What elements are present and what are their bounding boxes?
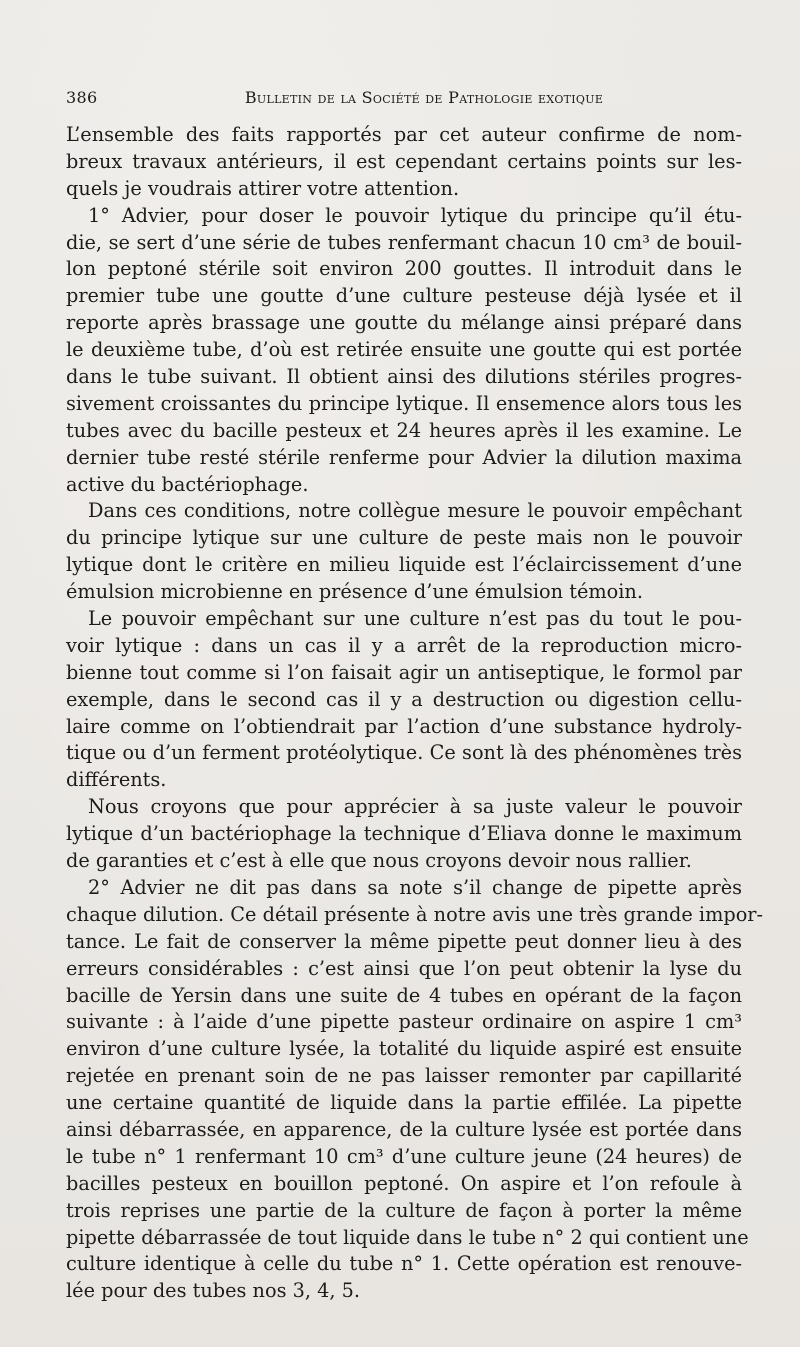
text-line: breux travaux antérieurs, il est cependant certains points sur les- — [66, 149, 742, 173]
text-line: culture identique à celle du tube n° 1. Cette opération est renouve- — [66, 1252, 742, 1276]
article-body — [66, 122, 764, 1305]
text-line: Le pouvoir empêchant sur une culture n’est pas du tout le pou- — [88, 607, 742, 631]
text-line: dernier tube resté stérile renferme pour Advier la dilution maxima — [66, 445, 742, 469]
text-line: le tube n° 1 renfermant 10 cm³ d’une culture jeune (24 heures) de — [66, 1144, 742, 1168]
text-line: tance. Le fait de conserver la même pipette peut donner lieu à des — [66, 929, 742, 953]
text-line: sivement croissantes du principe lytique. Il ensemence alors tous les — [66, 391, 742, 415]
text-line: de garanties et c’est à elle que nous croyons devoir nous rallier. — [66, 849, 692, 873]
text-line: chaque dilution. Ce détail présente à notre avis une très grande impor- — [66, 902, 764, 926]
text-line: Dans ces conditions, notre collègue mesure le pouvoir empêchant — [88, 499, 742, 523]
text-line: émulsion microbienne en présence d’une émulsion témoin. — [66, 580, 643, 604]
text-line: suivante : à l’aide d’une pipette pasteur ordinaire on aspire 1 cm³ — [66, 1010, 742, 1034]
text-line: lytique d’un bactériophage la technique d’Eliava donne le maximum — [66, 822, 742, 846]
text-line: dans le tube suivant. Il obtient ainsi des dilutions stériles progres- — [66, 365, 742, 389]
text-line: rejetée en prenant soin de ne pas laisser remonter par capillarité — [66, 1064, 742, 1088]
text-line: le deuxième tube, d’où est retirée ensuite une goutte qui est portée — [66, 338, 742, 362]
text-line: bacilles pesteux en bouillon peptoné. On aspire et l’on refoule à — [66, 1171, 742, 1195]
text-line: bacille de Yersin dans une suite de 4 tubes en opérant de la façon — [66, 983, 742, 1007]
text-line: L’ensemble des faits rapportés par cet auteur confirme de nom- — [66, 123, 742, 146]
text-line: pipette débarrassée de tout liquide dans le tube n° 2 qui contient une — [66, 1225, 749, 1249]
running-header — [66, 88, 742, 112]
text-line: bienne tout comme si l’on faisait agir un antiseptique, le formol par — [66, 660, 742, 684]
text-line: ainsi débarrassée, en apparence, de la culture lysée est portée dans — [66, 1117, 742, 1141]
text-line: lon peptoné stérile soit environ 200 gouttes. Il introduit dans le — [66, 257, 742, 281]
text-line: différents. — [66, 768, 167, 792]
text-line: du principe lytique sur une culture de peste mais non le pouvoir — [66, 526, 742, 550]
text-line: reporte après brassage une goutte du mélange ainsi préparé dans — [66, 311, 742, 335]
text-line: die, se sert d’une série de tubes renfermant chacun 10 cm³ de bouil- — [66, 230, 742, 254]
text-line: quels je voudrais attirer votre attention. — [66, 176, 460, 200]
text-line: laire comme on l’obtiendrait par l’action d’une substance hydroly- — [66, 714, 742, 738]
journal-title: Bulletin de la Société de Pathologie exotique — [244, 88, 604, 107]
text-line: Nous croyons que pour apprécier à sa juste valeur le pouvoir — [88, 795, 742, 819]
text-line: premier tube une goutte d’une culture pesteuse déjà lysée et il — [66, 284, 742, 308]
text-line: active du bactériophage. — [66, 472, 309, 496]
text-line: exemple, dans le second cas il y a destruction ou digestion cellu- — [66, 687, 742, 711]
text-line: tique ou d’un ferment protéolytique. Ce sont là des phénomènes très — [66, 741, 742, 765]
text-line: voir lytique : dans un cas il y a arrêt de la reproduction micro- — [66, 633, 742, 657]
text-line: tubes avec du bacille pesteux et 24 heures après il les examine. Le — [66, 418, 742, 442]
text-line: 2° Advier ne dit pas dans sa note s’il change de pipette après — [88, 875, 742, 899]
text-line: lytique dont le critère en milieu liquide est l’éclaircissement d’une — [66, 553, 742, 577]
text-line: 1° Advier, pour doser le pouvoir lytique du principe qu’il étu- — [88, 203, 742, 227]
text-line: lée pour des tubes nos 3, 4, 5. — [66, 1279, 361, 1303]
text-line: trois reprises une partie de la culture de façon à porter la même — [66, 1198, 742, 1222]
text-line: environ d’une culture lysée, la totalité du liquide aspiré est ensuite — [66, 1037, 742, 1061]
text-line: une certaine quantité de liquide dans la partie effilée. La pipette — [66, 1091, 742, 1115]
page-number: 386 — [66, 88, 98, 107]
text-line: erreurs considérables : c’est ainsi que l’on peut obtenir la lyse du — [66, 956, 742, 980]
